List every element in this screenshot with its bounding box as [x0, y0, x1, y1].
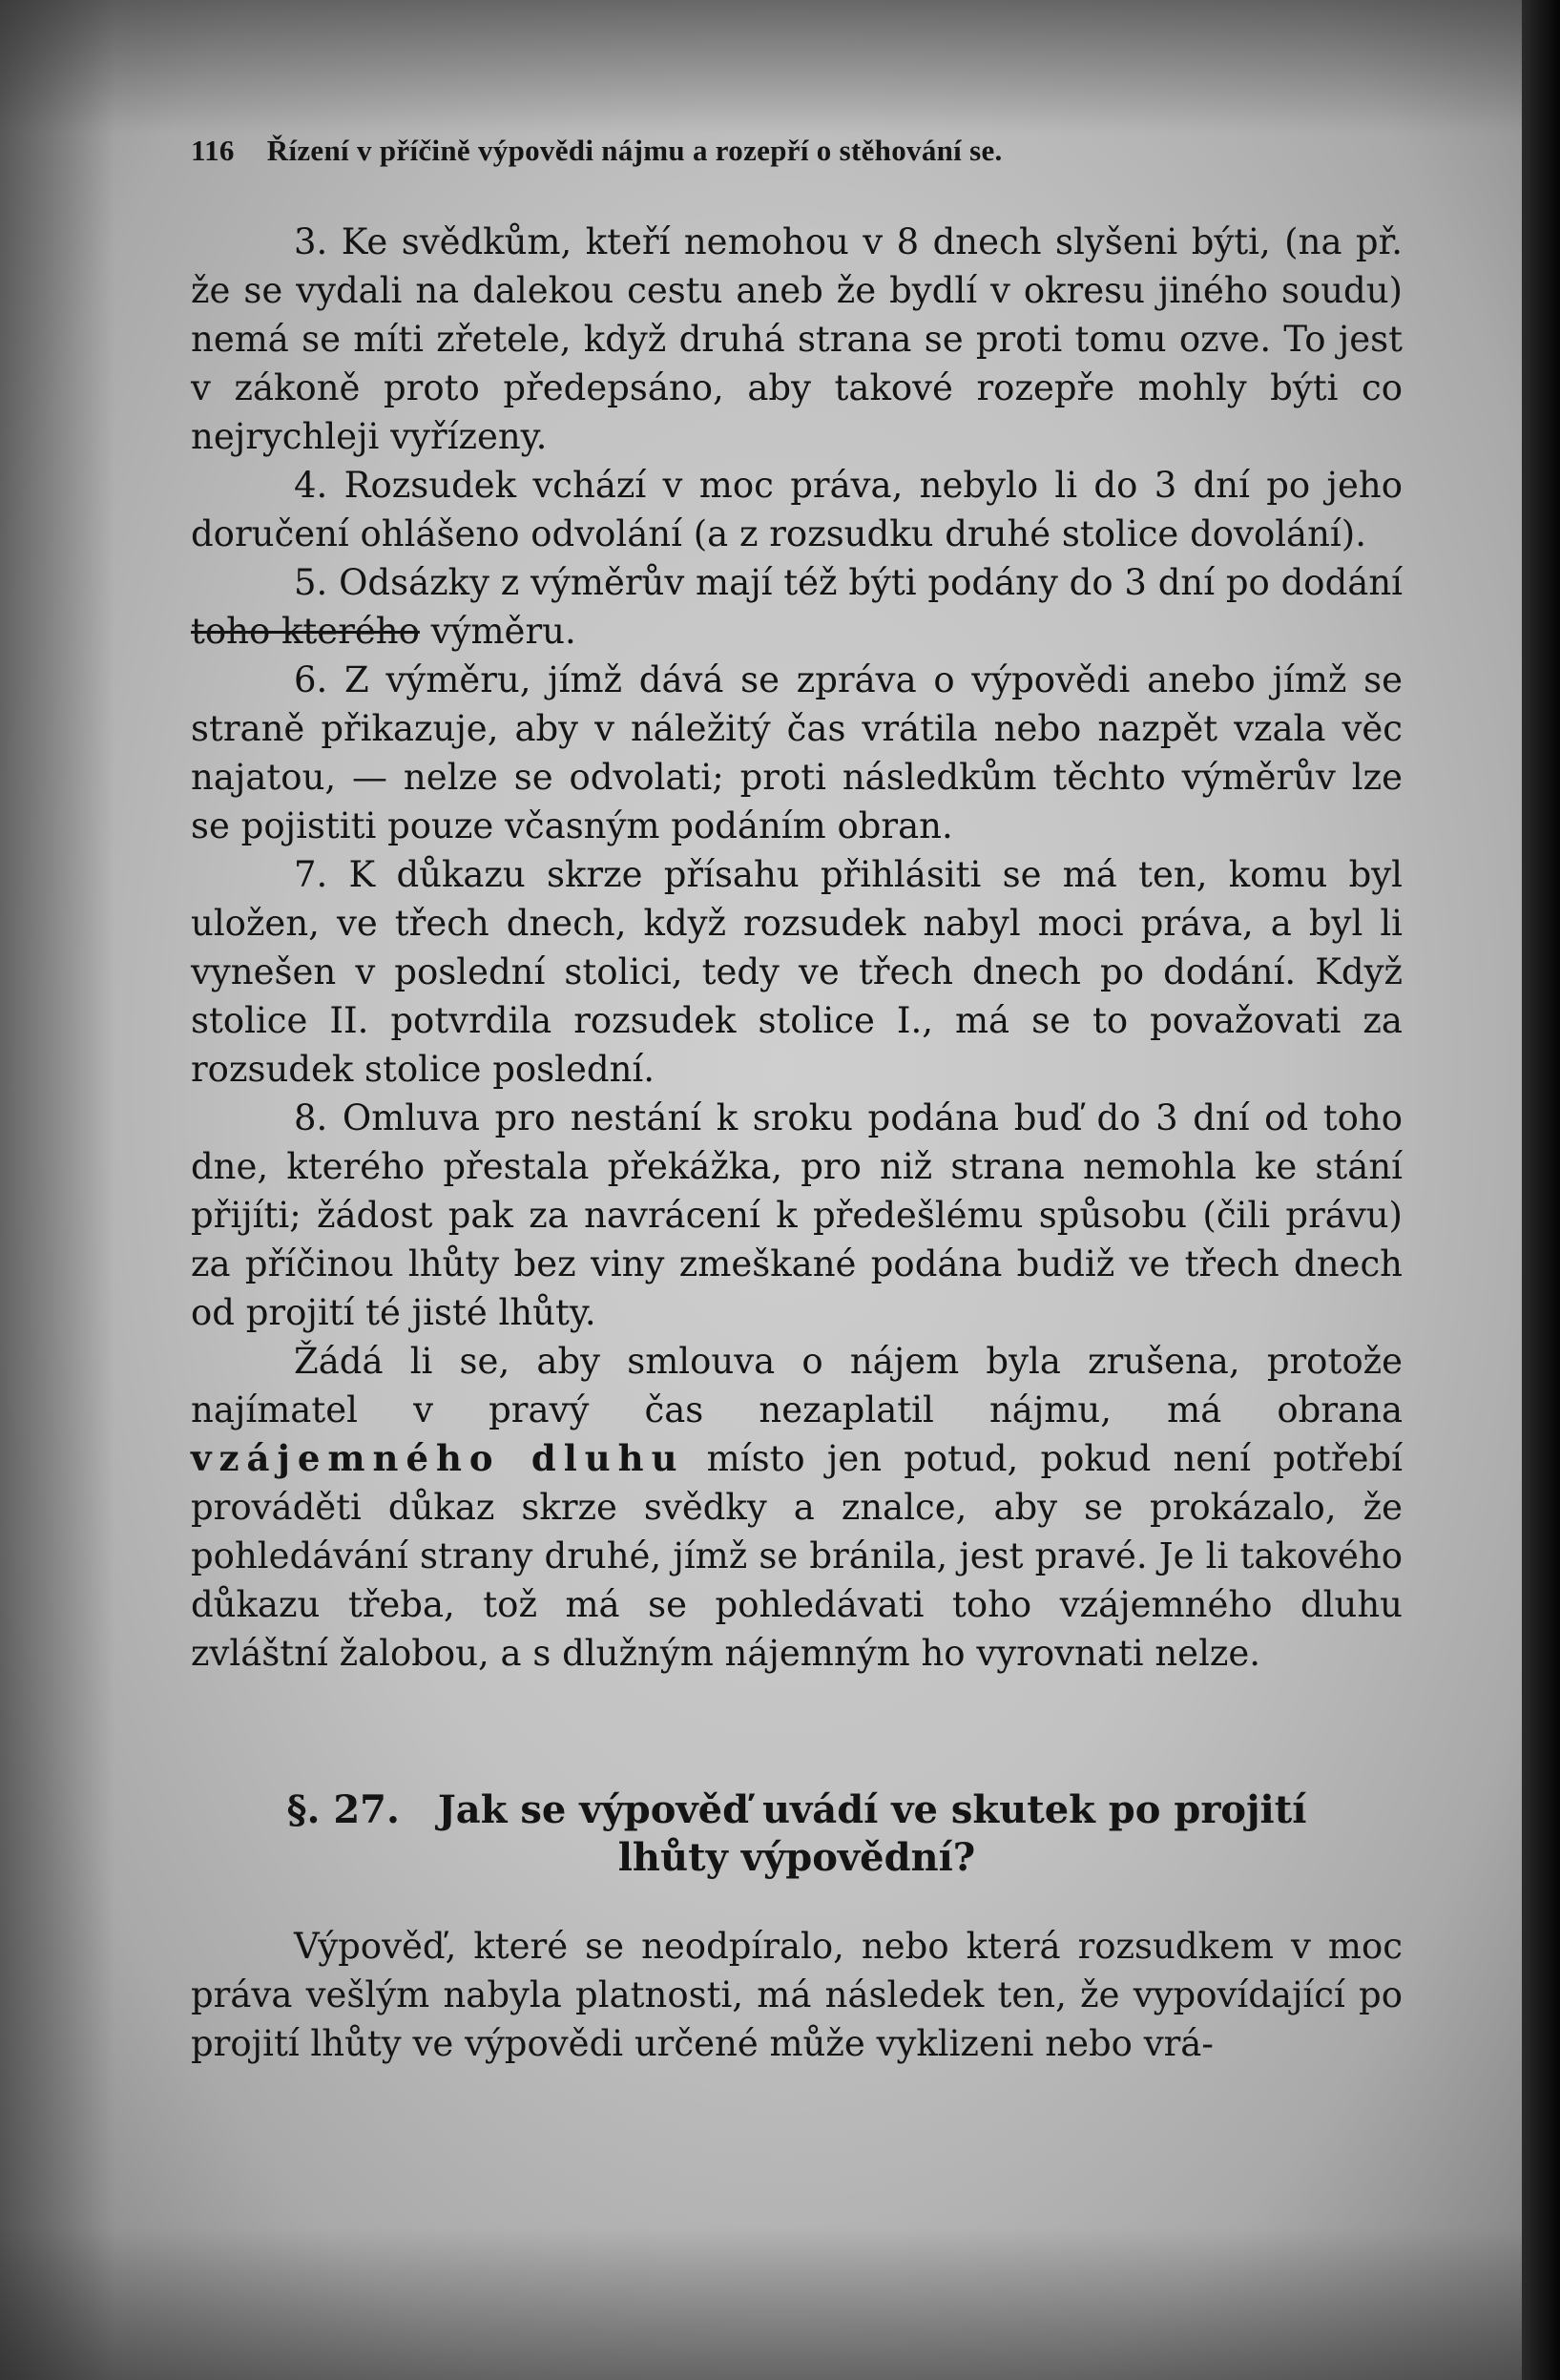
section-number: §. 27. [286, 1787, 400, 1832]
section-title-line-2: lhůty výpovědní? [617, 1835, 976, 1880]
paragraph-5-end: výměru. [430, 611, 576, 652]
paragraph-7: 7. K důkazu skrze přísahu přihlásiti se má ten, komu byl uložen, ve třech dnech, když rozsudek nabyl moci práva, a byl li vynešen v poslední stolici, tedy ve třech dnech po dodání. Když stolice II. potvrdila rozsudek stolice I., má se to považovati za rozsudek stolice poslední. [191, 854, 1403, 1090]
scan-shadow-left [0, 0, 114, 2380]
scan-shadow-top [0, 0, 1560, 134]
running-head [191, 134, 1403, 168]
paragraph-9-end: místo jen potud, pokud není potřebí prováděti důkaz skrze svědky a znalce, aby se prokázalo, že pohledávání strany druhé, jímž se bránila, jest pravé. Je li takového důkazu třeba, tož má se pohledávati toho vzájemného dluhu zvláštní žalobou, a s dlužným nájemným ho vyrovnati nelze. [191, 1438, 1403, 1674]
paragraph-8: 8. Omluva pro nestání k sroku podána buď do 3 dní od toho dne, kterého přestala překážka, pro niž strana nemohla ke stání přijíti; žádost pak za navrácení k předešlému spůsobu (čili právu) za příčinou lhůty bez viny zmeškané podána budiž ve třech dnech od projití té jisté lhůty. [191, 1097, 1403, 1333]
page-content [191, 134, 1403, 2068]
section-title-line-1: Jak se výpověď uvádí ve skutek po projití [437, 1787, 1307, 1832]
paragraph-9 [191, 1337, 1403, 1678]
running-head-title: Řízení v příčině výpovědi nájmu a rozepří o stěhování se. [266, 134, 1003, 167]
paragraph-9-text: Žádá li se, aby smlouva o nájem byla zrušena, protože najímatel v pravý čas nezaplatil nájmu, má obrana [191, 1341, 1403, 1430]
paragraph-3: 3. Ke svědkům, kteří nemohou v 8 dnech slyšeni býti, (na př. že se vydali na dalekou cestu aneb že bydlí v okresu jiného soudu) nemá se míti zřetele, když druhá strana se proti tomu ozve. To jest v zákoně proto předepsáno, aby takové rozepře mohly býti co nejrychleji vyřízeny. [191, 221, 1403, 457]
final-paragraph: Výpověď, které se neodpíralo, nebo která rozsudkem v moc práva vešlým nabyla platnosti, má následek ten, že vypovídající po projití lhůty ve výpovědi určené může vyklizeni nebo vrá- [191, 1926, 1403, 2064]
spaced-emphasis: vzájemného dluhu [191, 1437, 685, 1479]
scan-border-right [1522, 0, 1560, 2380]
struck-text: toho kterého [191, 611, 420, 652]
paragraph-5 [191, 558, 1403, 656]
paragraph-4: 4. Rozsudek vchází v moc práva, nebylo li do 3 dní po jeho doručení ohlášeno odvolání (a z rozsudku druhé stolice dovolání). [191, 465, 1403, 554]
scan-shadow-bottom [0, 2227, 1560, 2380]
paragraph-5-text: 5. Odsázky z výměrův mají též býti podány do 3 dní po dodání [294, 562, 1403, 603]
paragraph-6: 6. Z výměru, jímž dává se zpráva o výpovědi anebo jímž se straně přikazuje, aby v náležitý čas vrátila nebo nazpět vzala věc najatou, — nelze se odvolati; proti následkům těchto výměrův lze se pojistiti pouze včasným podáním obran. [191, 659, 1403, 846]
page-number: 116 [191, 134, 235, 167]
section-heading [191, 1786, 1403, 1882]
